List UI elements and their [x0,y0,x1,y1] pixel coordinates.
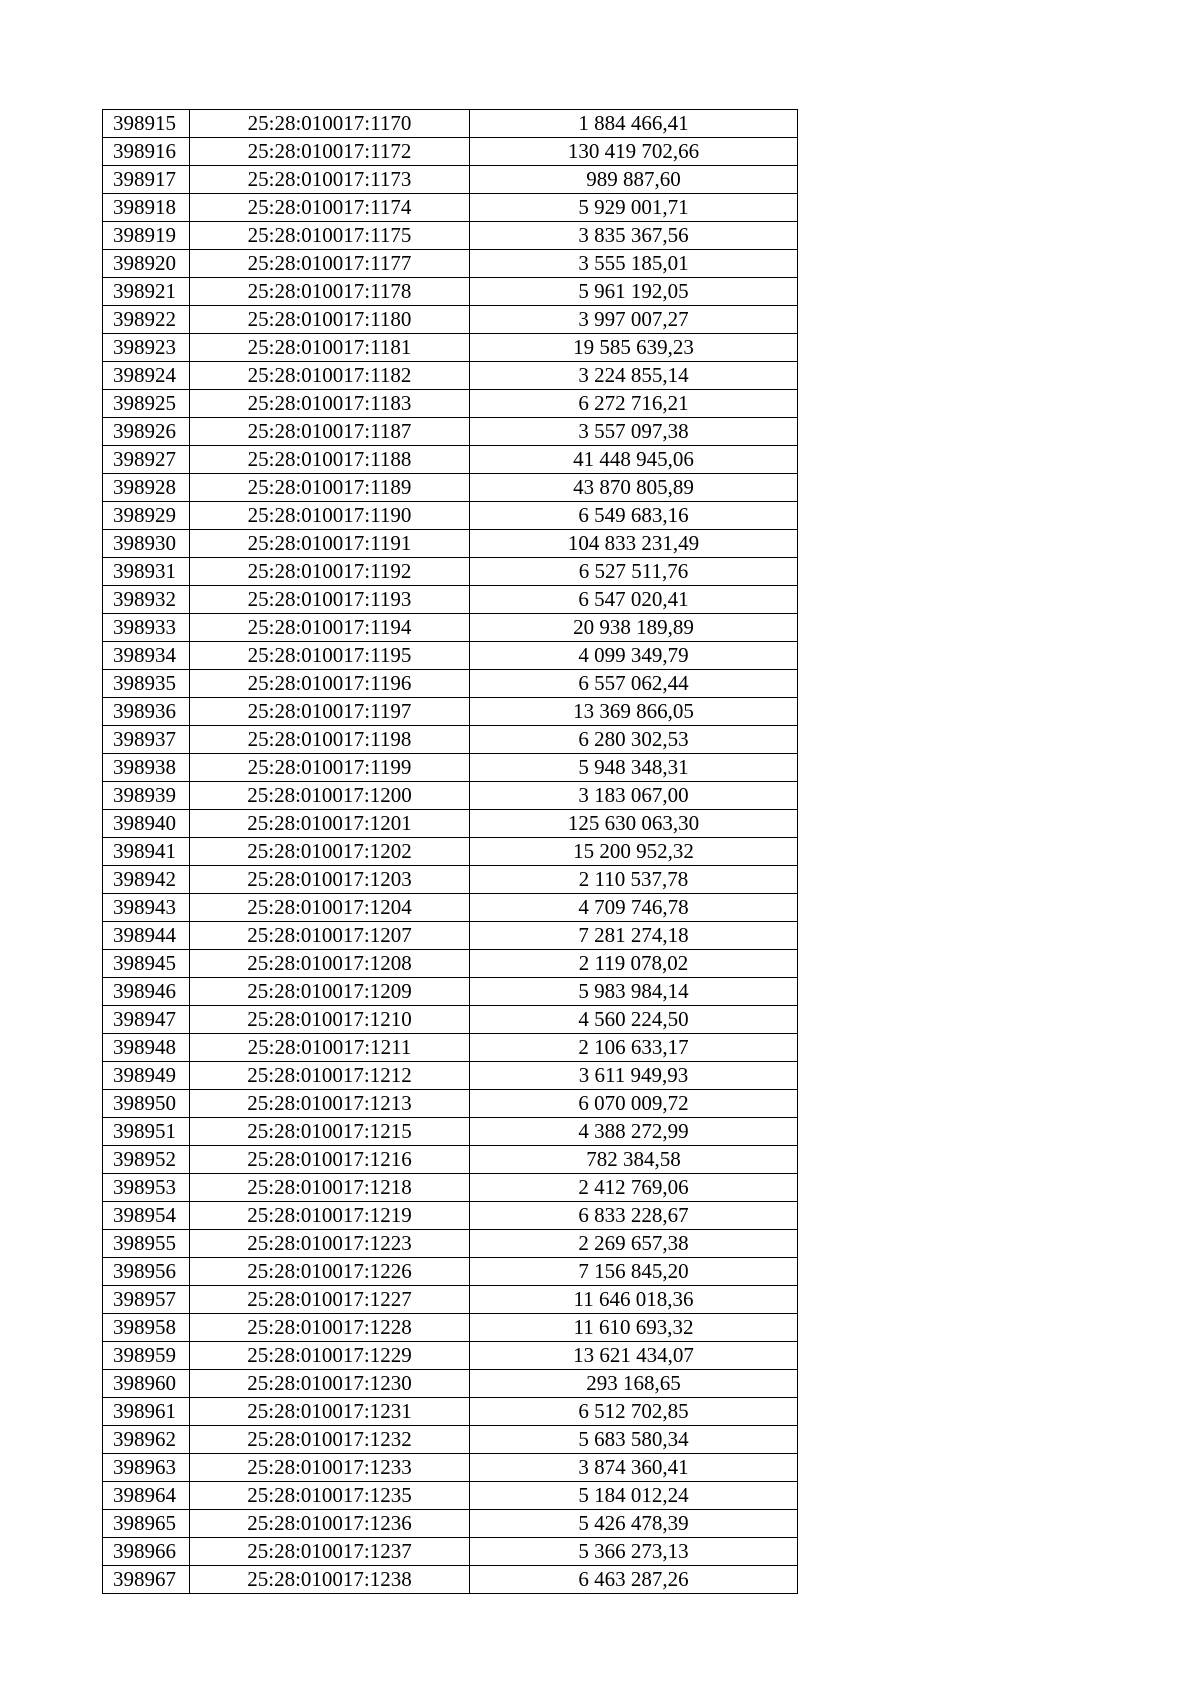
cadastral-value-cell: 11 646 018,36 [470,1286,798,1314]
table-row [103,362,798,390]
table-row [103,1174,798,1202]
table-row [103,110,798,138]
row-id-cell: 398943 [103,894,190,922]
row-id-cell: 398957 [103,1286,190,1314]
row-id-cell: 398933 [103,614,190,642]
cadastral-number-cell: 25:28:010017:1191 [190,530,470,558]
table-row [103,250,798,278]
row-id-cell: 398925 [103,390,190,418]
table-row [103,726,798,754]
cadastral-number-cell: 25:28:010017:1219 [190,1202,470,1230]
table-row [103,1118,798,1146]
row-id-cell: 398926 [103,418,190,446]
table-row [103,138,798,166]
cadastral-value-cell: 2 119 078,02 [470,950,798,978]
cadastral-number-cell: 25:28:010017:1170 [190,110,470,138]
cadastral-value-cell: 15 200 952,32 [470,838,798,866]
cadastral-value-cell: 5 683 580,34 [470,1426,798,1454]
row-id-cell: 398932 [103,586,190,614]
table-row [103,1510,798,1538]
cadastral-value-cell: 13 621 434,07 [470,1342,798,1370]
cadastral-number-cell: 25:28:010017:1216 [190,1146,470,1174]
cadastral-value-cell: 3 997 007,27 [470,306,798,334]
row-id-cell: 398955 [103,1230,190,1258]
cadastral-number-cell: 25:28:010017:1196 [190,670,470,698]
row-id-cell: 398929 [103,502,190,530]
row-id-cell: 398942 [103,866,190,894]
row-id-cell: 398921 [103,278,190,306]
cadastral-value-cell: 4 388 272,99 [470,1118,798,1146]
cadastral-number-cell: 25:28:010017:1218 [190,1174,470,1202]
row-id-cell: 398967 [103,1566,190,1594]
cadastral-number-cell: 25:28:010017:1202 [190,838,470,866]
cadastral-value-cell: 1 884 466,41 [470,110,798,138]
cadastral-value-cell: 6 547 020,41 [470,586,798,614]
table-row [103,1454,798,1482]
row-id-cell: 398962 [103,1426,190,1454]
cadastral-number-cell: 25:28:010017:1173 [190,166,470,194]
cadastral-number-cell: 25:28:010017:1188 [190,446,470,474]
cadastral-value-cell: 6 512 702,85 [470,1398,798,1426]
row-id-cell: 398949 [103,1062,190,1090]
row-id-cell: 398940 [103,810,190,838]
table-row [103,558,798,586]
table-row [103,194,798,222]
row-id-cell: 398918 [103,194,190,222]
row-id-cell: 398965 [103,1510,190,1538]
table-body [103,110,798,1594]
cadastral-value-cell: 6 272 716,21 [470,390,798,418]
row-id-cell: 398922 [103,306,190,334]
cadastral-value-cell: 130 419 702,66 [470,138,798,166]
cadastral-value-cell: 41 448 945,06 [470,446,798,474]
table-row [103,1286,798,1314]
table-row [103,894,798,922]
row-id-cell: 398945 [103,950,190,978]
cadastral-number-cell: 25:28:010017:1212 [190,1062,470,1090]
cadastral-number-cell: 25:28:010017:1231 [190,1398,470,1426]
cadastral-value-cell: 3 874 360,41 [470,1454,798,1482]
cadastral-value-cell: 5 983 984,14 [470,978,798,1006]
cadastral-number-cell: 25:28:010017:1223 [190,1230,470,1258]
row-id-cell: 398951 [103,1118,190,1146]
cadastral-value-cell: 2 110 537,78 [470,866,798,894]
cadastral-number-cell: 25:28:010017:1238 [190,1566,470,1594]
cadastral-number-cell: 25:28:010017:1192 [190,558,470,586]
cadastral-value-cell: 3 835 367,56 [470,222,798,250]
table-row [103,978,798,1006]
row-id-cell: 398948 [103,1034,190,1062]
row-id-cell: 398930 [103,530,190,558]
cadastral-value-cell: 3 557 097,38 [470,418,798,446]
cadastral-value-cell: 4 560 224,50 [470,1006,798,1034]
row-id-cell: 398960 [103,1370,190,1398]
cadastral-number-cell: 25:28:010017:1180 [190,306,470,334]
cadastral-number-cell: 25:28:010017:1213 [190,1090,470,1118]
cadastral-number-cell: 25:28:010017:1198 [190,726,470,754]
cadastral-value-cell: 6 527 511,76 [470,558,798,586]
row-id-cell: 398939 [103,782,190,810]
cadastral-number-cell: 25:28:010017:1195 [190,642,470,670]
row-id-cell: 398928 [103,474,190,502]
cadastral-number-cell: 25:28:010017:1233 [190,1454,470,1482]
row-id-cell: 398931 [103,558,190,586]
table-row [103,614,798,642]
row-id-cell: 398917 [103,166,190,194]
cadastral-number-cell: 25:28:010017:1237 [190,1538,470,1566]
table-row [103,446,798,474]
cadastral-number-cell: 25:28:010017:1175 [190,222,470,250]
cadastral-number-cell: 25:28:010017:1178 [190,278,470,306]
row-id-cell: 398935 [103,670,190,698]
row-id-cell: 398947 [103,1006,190,1034]
cadastral-number-cell: 25:28:010017:1199 [190,754,470,782]
cadastral-number-cell: 25:28:010017:1190 [190,502,470,530]
cadastral-value-cell: 2 106 633,17 [470,1034,798,1062]
table-row [103,278,798,306]
row-id-cell: 398952 [103,1146,190,1174]
row-id-cell: 398954 [103,1202,190,1230]
row-id-cell: 398961 [103,1398,190,1426]
table-row [103,334,798,362]
cadastral-number-cell: 25:28:010017:1200 [190,782,470,810]
table-row [103,810,798,838]
cadastral-value-cell: 2 412 769,06 [470,1174,798,1202]
table-row [103,642,798,670]
table-row [103,1370,798,1398]
cadastral-value-cell: 3 183 067,00 [470,782,798,810]
table-row [103,222,798,250]
cadastral-number-cell: 25:28:010017:1210 [190,1006,470,1034]
cadastral-value-cell: 6 280 302,53 [470,726,798,754]
cadastral-value-cell: 3 224 855,14 [470,362,798,390]
row-id-cell: 398966 [103,1538,190,1566]
cadastral-number-cell: 25:28:010017:1189 [190,474,470,502]
table-row [103,1090,798,1118]
cadastral-value-cell: 20 938 189,89 [470,614,798,642]
row-id-cell: 398916 [103,138,190,166]
table-row [103,1146,798,1174]
cadastral-value-cell: 5 948 348,31 [470,754,798,782]
cadastral-value-cell: 6 070 009,72 [470,1090,798,1118]
cadastral-number-cell: 25:28:010017:1187 [190,418,470,446]
table-row [103,474,798,502]
cadastral-number-cell: 25:28:010017:1229 [190,1342,470,1370]
cadastral-number-cell: 25:28:010017:1232 [190,1426,470,1454]
cadastral-value-cell: 4 709 746,78 [470,894,798,922]
row-id-cell: 398920 [103,250,190,278]
row-id-cell: 398944 [103,922,190,950]
cadastral-number-cell: 25:28:010017:1215 [190,1118,470,1146]
row-id-cell: 398919 [103,222,190,250]
row-id-cell: 398938 [103,754,190,782]
table-row [103,530,798,558]
row-id-cell: 398956 [103,1258,190,1286]
row-id-cell: 398927 [103,446,190,474]
cadastral-number-cell: 25:28:010017:1207 [190,922,470,950]
cadastral-number-cell: 25:28:010017:1174 [190,194,470,222]
cadastral-value-cell: 293 168,65 [470,1370,798,1398]
table-row [103,1034,798,1062]
cadastral-value-cell: 13 369 866,05 [470,698,798,726]
cadastral-value-cell: 5 366 273,13 [470,1538,798,1566]
row-id-cell: 398937 [103,726,190,754]
row-id-cell: 398959 [103,1342,190,1370]
table-row [103,306,798,334]
table-row [103,1482,798,1510]
cadastral-value-cell: 782 384,58 [470,1146,798,1174]
table-row [103,754,798,782]
table-row [103,1062,798,1090]
table-row [103,1342,798,1370]
table-row [103,670,798,698]
cadastral-number-cell: 25:28:010017:1203 [190,866,470,894]
cadastral-number-cell: 25:28:010017:1236 [190,1510,470,1538]
cadastral-number-cell: 25:28:010017:1172 [190,138,470,166]
cadastral-number-cell: 25:28:010017:1226 [190,1258,470,1286]
table-row [103,1314,798,1342]
table-row [103,1426,798,1454]
cadastral-number-cell: 25:28:010017:1211 [190,1034,470,1062]
table-row [103,838,798,866]
cadastral-value-cell: 3 611 949,93 [470,1062,798,1090]
table-row [103,698,798,726]
cadastral-number-cell: 25:28:010017:1235 [190,1482,470,1510]
row-id-cell: 398953 [103,1174,190,1202]
table-row [103,166,798,194]
table-row [103,1006,798,1034]
table-row [103,1230,798,1258]
cadastral-number-cell: 25:28:010017:1227 [190,1286,470,1314]
cadastral-value-cell: 5 426 478,39 [470,1510,798,1538]
cadastral-value-cell: 4 099 349,79 [470,642,798,670]
cadastral-value-cell: 6 833 228,67 [470,1202,798,1230]
cadastral-value-cell: 43 870 805,89 [470,474,798,502]
table-row [103,922,798,950]
cadastral-number-cell: 25:28:010017:1204 [190,894,470,922]
cadastral-number-cell: 25:28:010017:1194 [190,614,470,642]
table-row [103,1258,798,1286]
table-row [103,1566,798,1594]
cadastral-number-cell: 25:28:010017:1230 [190,1370,470,1398]
row-id-cell: 398915 [103,110,190,138]
cadastral-value-cell: 125 630 063,30 [470,810,798,838]
cadastral-value-table [102,109,798,1594]
table-row [103,1398,798,1426]
table-row [103,1538,798,1566]
cadastral-number-cell: 25:28:010017:1228 [190,1314,470,1342]
table-row [103,782,798,810]
cadastral-number-cell: 25:28:010017:1209 [190,978,470,1006]
row-id-cell: 398964 [103,1482,190,1510]
row-id-cell: 398958 [103,1314,190,1342]
cadastral-value-cell: 5 929 001,71 [470,194,798,222]
cadastral-value-cell: 2 269 657,38 [470,1230,798,1258]
cadastral-number-cell: 25:28:010017:1181 [190,334,470,362]
table-row [103,866,798,894]
row-id-cell: 398936 [103,698,190,726]
cadastral-number-cell: 25:28:010017:1183 [190,390,470,418]
row-id-cell: 398946 [103,978,190,1006]
cadastral-value-cell: 6 463 287,26 [470,1566,798,1594]
cadastral-value-cell: 6 549 683,16 [470,502,798,530]
cadastral-value-cell: 989 887,60 [470,166,798,194]
row-id-cell: 398934 [103,642,190,670]
cadastral-value-cell: 6 557 062,44 [470,670,798,698]
cadastral-number-cell: 25:28:010017:1193 [190,586,470,614]
table-row [103,390,798,418]
table-row [103,1202,798,1230]
table-row [103,418,798,446]
table-row [103,950,798,978]
cadastral-number-cell: 25:28:010017:1177 [190,250,470,278]
cadastral-number-cell: 25:28:010017:1197 [190,698,470,726]
row-id-cell: 398924 [103,362,190,390]
cadastral-value-cell: 3 555 185,01 [470,250,798,278]
cadastral-number-cell: 25:28:010017:1201 [190,810,470,838]
cadastral-number-cell: 25:28:010017:1182 [190,362,470,390]
cadastral-value-cell: 19 585 639,23 [470,334,798,362]
cadastral-value-cell: 104 833 231,49 [470,530,798,558]
row-id-cell: 398923 [103,334,190,362]
cadastral-number-cell: 25:28:010017:1208 [190,950,470,978]
cadastral-value-cell: 11 610 693,32 [470,1314,798,1342]
cadastral-value-cell: 5 961 192,05 [470,278,798,306]
table-row [103,586,798,614]
row-id-cell: 398941 [103,838,190,866]
row-id-cell: 398950 [103,1090,190,1118]
cadastral-value-cell: 5 184 012,24 [470,1482,798,1510]
row-id-cell: 398963 [103,1454,190,1482]
table-row [103,502,798,530]
cadastral-value-cell: 7 281 274,18 [470,922,798,950]
cadastral-value-cell: 7 156 845,20 [470,1258,798,1286]
